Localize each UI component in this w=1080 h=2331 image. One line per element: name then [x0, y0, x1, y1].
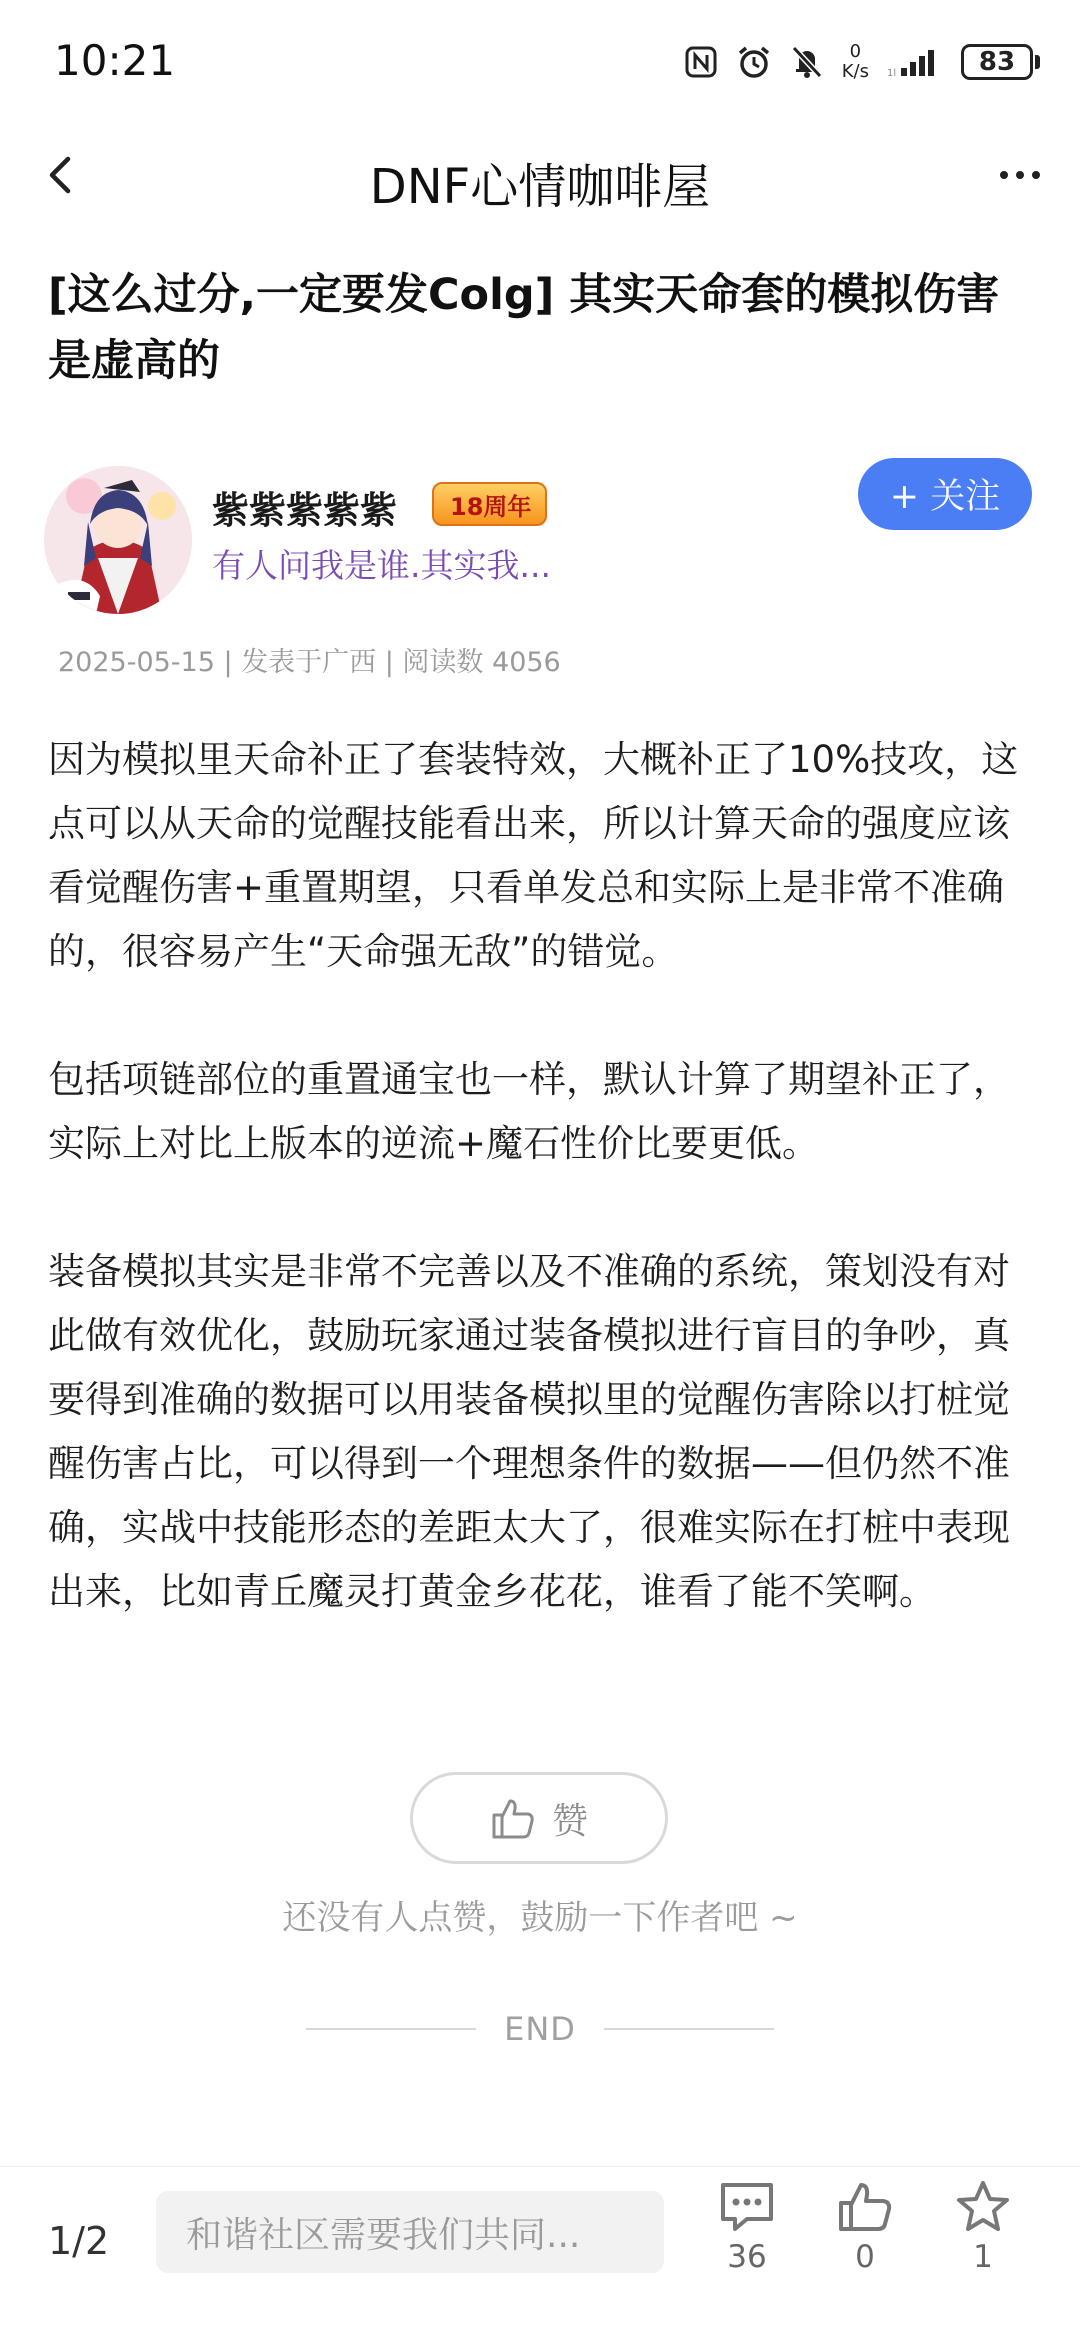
status-time: 10:21: [54, 36, 176, 85]
comment-icon: [717, 2179, 777, 2235]
page-indicator[interactable]: 1/2: [48, 2219, 110, 2263]
end-divider: [0, 2010, 1080, 2048]
alarm-icon: [736, 44, 772, 80]
network-speed: 0 K/s: [841, 41, 869, 82]
paragraph: 包括项链部位的重置通宝也一样，默认计算了期望补正了，实际上对比上版本的逆流+魔石性价比要更低。: [48, 1058, 1010, 1165]
star-icon: [953, 2179, 1013, 2235]
like-label: 赞: [551, 1800, 588, 1842]
nav-bar: [0, 120, 1080, 230]
comments-count: 36: [727, 2239, 767, 2275]
paragraph: 装备模拟其实是非常不完善以及不准确的系统，策划没有对此做有效优化，鼓励玩家通过装备模拟进行盲目的争吵，真要得到准确的数据可以用装备模拟里的觉醒伤害除以打桩觉醒伤害占比，可以得到一个理想条件的数据——但仍然不准确，实战中技能形态的差距太大了，很难实际在打桩中表现出来，比如青丘魔灵打黄金乡花花，谁看了能不笑啊。: [48, 1250, 1010, 1613]
bottom-bar: [0, 2166, 1080, 2331]
favorites-count: 1: [973, 2239, 993, 2275]
comments-button[interactable]: [702, 2179, 792, 2275]
battery-icon: 83: [961, 44, 1040, 80]
post-title: [这么过分,一定要发Colg] 其实天命套的模拟伤害是虚高的: [48, 270, 1000, 386]
end-text: END: [504, 2010, 576, 2048]
author-name[interactable]: 紫紫紫紫紫: [212, 489, 397, 532]
more-button[interactable]: [990, 145, 1050, 205]
mute-bell-icon: [790, 44, 824, 80]
avatar[interactable]: [44, 466, 192, 614]
author-block: [44, 458, 1044, 608]
like-button[interactable]: [410, 1772, 668, 1864]
thumbs-up-icon: [490, 1795, 536, 1841]
thumbs-up-icon: [835, 2179, 895, 2235]
paragraph: 因为模拟里天命补正了套装特效，大概补正了10%技攻，这点可以从天命的觉醒技能看出来，所以计算天命的强度应该看觉醒伤害+重置期望，只看单发总和实际上是非常不准确的，很容易产生“天命强无敌”的错觉。: [48, 738, 1019, 973]
anniversary-badge: 18周年: [432, 482, 547, 526]
likes-count: 0: [855, 2239, 875, 2275]
signal-icon: [887, 46, 943, 78]
post-body: [48, 728, 1038, 1688]
follow-button[interactable]: + 关注: [858, 458, 1032, 530]
comment-input[interactable]: 和谐社区需要我们共同...: [156, 2191, 664, 2273]
status-bar: [0, 0, 1080, 120]
page-title: DNF心情咖啡屋: [369, 159, 711, 215]
status-icons: [684, 38, 1040, 86]
like-action-button[interactable]: [820, 2179, 910, 2275]
svg-text:1l: 1l: [887, 68, 897, 78]
post-meta: 2025-05-15 | 发表于广西 | 阅读数 4056: [58, 647, 561, 678]
nfc-icon: [684, 45, 718, 79]
author-signature: 有人问我是谁.其实我...: [212, 546, 551, 585]
more-horizontal-icon: [1000, 171, 1008, 179]
favorite-button[interactable]: [938, 2179, 1028, 2275]
like-hint: 还没有人点赞，鼓励一下作者吧 ~: [282, 1898, 798, 1938]
